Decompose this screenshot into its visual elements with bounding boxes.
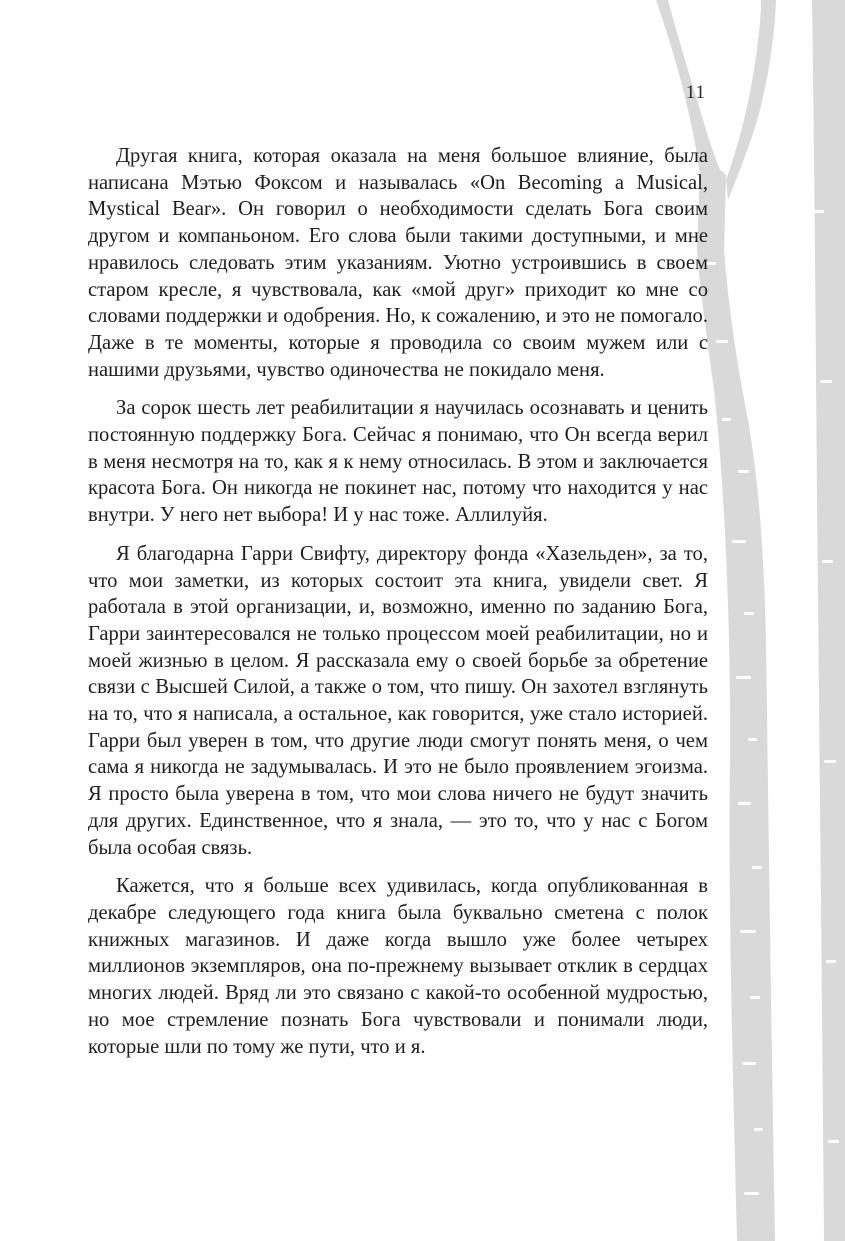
paragraph-1: Другая книга, которая оказала на меня большое влияние, была написана Мэтью Фоксом и называлась «On Becoming a Musical, Mystical Bear». Он говорил о необходимости сделать Бога своим другом и компаньоном. Его слова были такими доступными, и мне нравилось следовать этим указаниям. Уютно устроившись в своем старом кресле, я чувствовала, как «мой друг» приходит ко мне со словами поддержки и одобрения. Но, к сожалению, и это не помогало. Даже в те моменты, которые я проводила со своим мужем или с нашими друзьями, чувство одиночества не покидало меня. bbox=[88, 145, 708, 381]
paragraph-3: Я благодарна Гарри Свифту, директору фонда «Хазельден», за то, что мои заметки, из которых состоит эта книга, увидели свет. Я работала в этой организации, и, возможно, именно по заданию Бога, Гарри заинтересовался не только процессом моей реабилитации, но и моей жизнью в целом. Я рассказала ему о своей борьбе за обретение связи с Высшей Силой, а также о том, что пишу. Он захотел взглянуть на то, что я написала, а остальное, как говорится, уже стало историей. Гарри был уверен в том, что другие люди смогут понять меня, о чем сама я никогда не задумывалась. И это не было проявлением эгоизма. Я просто была уверена в том, что мои слова ничего не будут значить для других. Единственное, что я знала, — это то, что у нас с Богом была особая связь. bbox=[88, 542, 708, 859]
body-text bbox=[88, 143, 708, 1072]
page-number: 11 bbox=[685, 82, 706, 103]
paragraph-4: Кажется, что я больше всех удивилась, когда опубликованная в декабре следующего года книга была буквально сметена с полок книжных магазинов. И даже когда вышло уже более четырех миллионов экземпляров, она по-прежнему вызывает отклик в сердцах многих людей. Вряд ли это связано с какой-то особенной мудростью, но мое стремление познать Бога чувствовали и понимали люди, которые шли по тому же пути, что и я. bbox=[88, 875, 708, 1058]
birch-branch-right bbox=[726, 0, 776, 200]
birch-trunk-right bbox=[812, 0, 845, 1241]
birch-trunk bbox=[697, 168, 775, 1241]
paragraph-2: За сорок шесть лет реабилитации я научилась осознавать и ценить постоянную поддержку Бога. Сейчас я понимаю, что Он всегда верил в меня несмотря на то, как я к нему относилась. В этом и заключается красота Бога. Он никогда не покинет нас, потому что находится у нас внутри. У него нет выбора! И у нас тоже. Аллилуйя. bbox=[88, 397, 708, 527]
